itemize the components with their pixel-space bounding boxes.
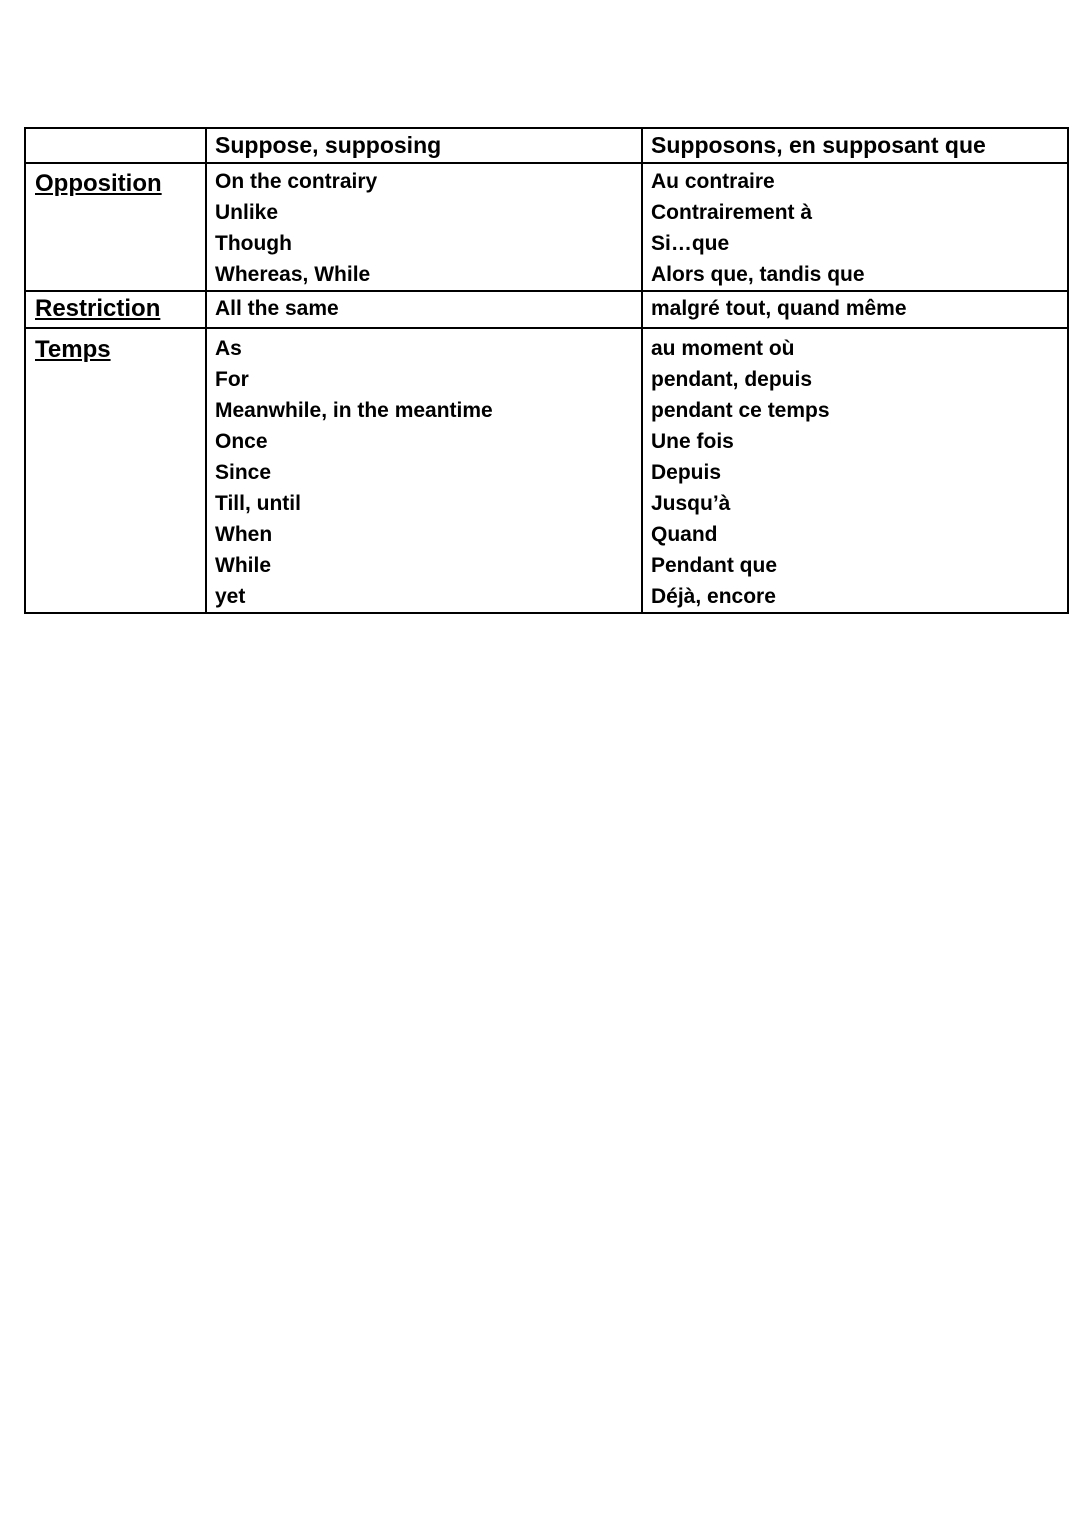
french-cell <box>642 291 1068 328</box>
french-term: Pendant que <box>651 554 778 577</box>
english-term: Till, until <box>215 492 301 515</box>
table-row <box>25 163 1068 291</box>
table-row <box>25 291 1068 328</box>
english-term: All the same <box>215 297 339 320</box>
header-category-cell <box>25 128 206 163</box>
french-term: Jusqu’à <box>651 492 731 515</box>
french-term: Une fois <box>651 430 734 453</box>
french-term: Si…que <box>651 232 730 255</box>
french-cell <box>642 163 1068 291</box>
french-term: Quand <box>651 523 718 546</box>
french-term: malgré tout, quand même <box>651 297 907 320</box>
english-term: While <box>215 554 271 577</box>
category-cell <box>25 291 206 328</box>
header-french-cell: Supposons, en supposant que <box>642 128 1068 163</box>
french-term: Depuis <box>651 461 722 484</box>
english-term: Meanwhile, in the meantime <box>215 399 493 422</box>
english-term: Since <box>215 461 272 484</box>
english-term: On the contrairy <box>215 170 378 193</box>
english-term: For <box>215 368 249 391</box>
french-cell <box>642 328 1068 613</box>
table-header-row <box>25 128 1068 163</box>
english-term: Unlike <box>215 201 279 224</box>
english-cell <box>206 291 642 328</box>
english-term: Whereas, While <box>215 263 371 286</box>
vocabulary-table <box>24 127 1069 614</box>
category-cell <box>25 163 206 291</box>
english-term: As <box>215 337 242 360</box>
english-term: When <box>215 523 273 546</box>
french-term: au moment où <box>651 337 795 360</box>
header-english-cell: Suppose, supposing <box>206 128 642 163</box>
english-cell <box>206 163 642 291</box>
category-cell <box>25 328 206 613</box>
french-term: Au contraire <box>651 170 775 193</box>
french-term: pendant ce temps <box>651 399 830 422</box>
english-cell <box>206 328 642 613</box>
english-term: yet <box>215 585 246 608</box>
french-term: Déjà, encore <box>651 585 776 608</box>
french-term: pendant, depuis <box>651 368 813 391</box>
category-label-restriction: Restriction <box>35 295 161 322</box>
category-label-opposition: Opposition <box>35 170 162 197</box>
french-term: Alors que, tandis que <box>651 263 865 286</box>
table-row <box>25 328 1068 613</box>
french-term: Contrairement à <box>651 201 813 224</box>
category-label-temps: Temps <box>35 336 111 363</box>
english-term: Once <box>215 430 268 453</box>
english-term: Though <box>215 232 292 255</box>
